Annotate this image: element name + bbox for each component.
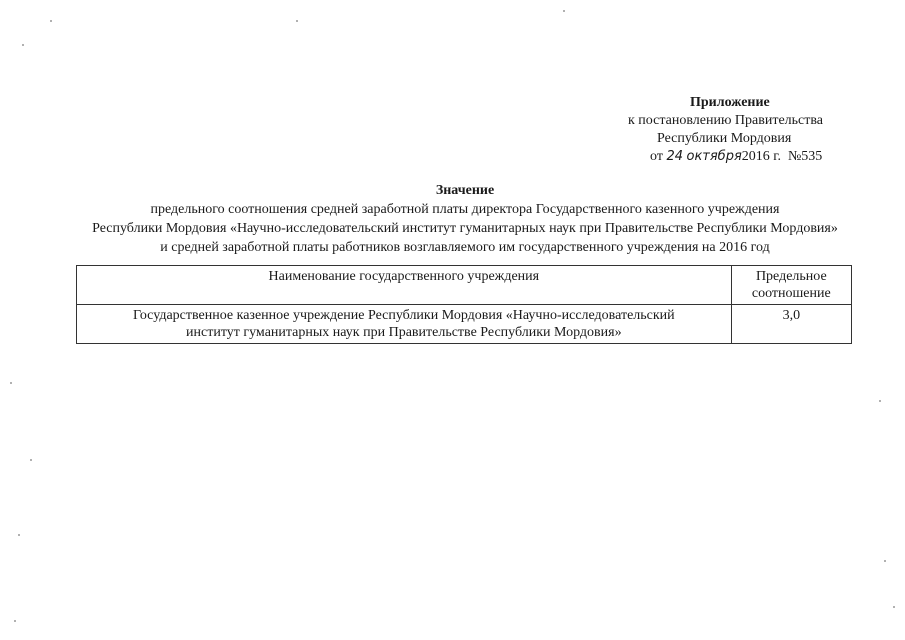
table-row <box>77 305 852 344</box>
scan-speck <box>296 20 298 22</box>
date-prefix: от <box>650 149 663 164</box>
row-name-line-2: институт гуманитарных наук при Правительстве Республики Мордовия» <box>186 325 622 340</box>
appendix-title: Приложение <box>690 95 770 110</box>
heading-line-3: и средней заработной платы работников возглавляемого им государственного учреждения на 2016 год <box>160 240 770 255</box>
heading-title: Значение <box>435 183 495 198</box>
scan-speck <box>18 534 20 536</box>
row-name <box>77 305 732 344</box>
ratio-table <box>76 265 852 344</box>
appendix-line-2: Республики Мордовия <box>657 131 792 146</box>
document-heading <box>30 181 900 257</box>
scan-speck <box>563 10 565 12</box>
header-ratio-line-2: соотношение <box>751 286 831 301</box>
scan-speck <box>884 560 886 562</box>
scan-speck <box>14 620 16 622</box>
header-ratio-line-1: Предельное <box>755 269 827 284</box>
scan-speck <box>30 459 32 461</box>
row-name-line-1: Государственное казенное учреждение Республики Мордовия «Научно-исследовательский <box>132 308 675 323</box>
scan-speck <box>10 382 12 384</box>
scan-speck <box>22 44 24 46</box>
document-number: №535 <box>787 149 823 164</box>
appendix-date <box>560 148 880 166</box>
date-year: 2016 г. <box>741 149 781 164</box>
appendix-block <box>560 94 880 166</box>
date-month: октября <box>686 149 742 164</box>
row-ratio: 3,0 <box>731 305 851 344</box>
header-name: Наименование государственного учреждения <box>77 266 732 305</box>
scan-speck <box>879 400 881 402</box>
heading-line-2: Республики Мордовия «Научно-исследовательский институт гуманитарных наук при Правительстве Республики Мордовия» <box>92 221 838 236</box>
heading-line-1: предельного соотношения средней заработной платы директора Государственного казенного учреждения <box>150 202 780 217</box>
scan-speck <box>893 606 895 608</box>
scan-speck <box>50 20 52 22</box>
date-day: 24 <box>666 149 683 164</box>
appendix-line-1: к постановлению Правительства <box>628 113 824 128</box>
table-header-row <box>77 266 852 305</box>
header-ratio <box>731 266 851 305</box>
